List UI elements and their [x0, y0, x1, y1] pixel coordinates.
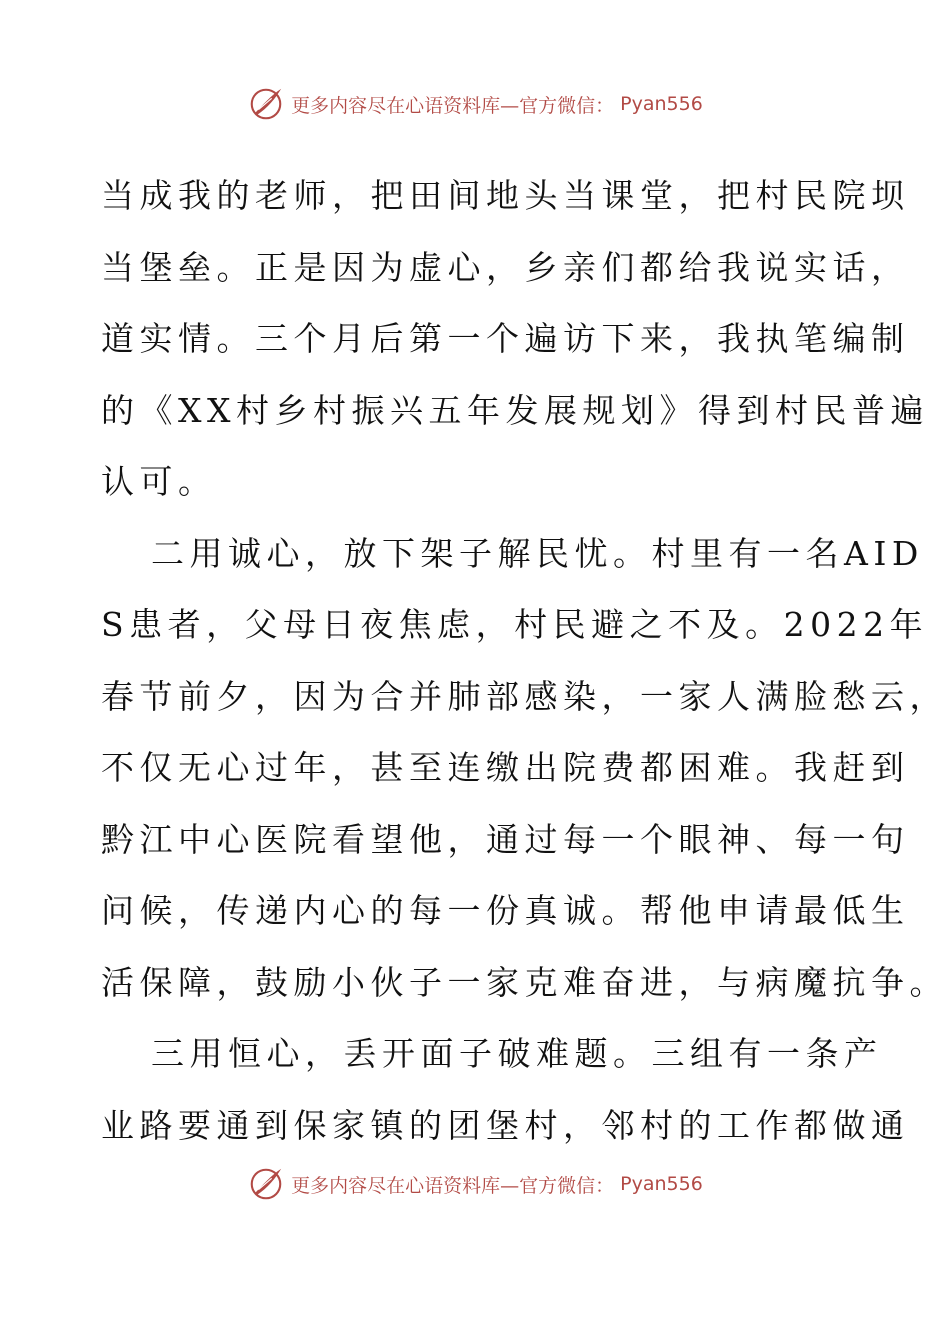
header-banner-wechat: Pyan556 — [620, 93, 703, 115]
body-line: 黔江中心医院看望他，通过每一个眼神、每一句 — [101, 819, 910, 859]
body-line: 春节前夕，因为合并肺部感染，一家人满脸愁云， — [101, 676, 948, 716]
body-line: S患者，父母日夜焦虑，村民避之不及。2022年 — [101, 605, 929, 644]
body-line: 道实情。三个月后第一个遍访下来，我执笔编制 — [101, 319, 910, 358]
footer-banner-text: 更多内容尽在心语资料库—官方微信： — [291, 1174, 615, 1197]
body-line: 当成我的老师，把田间地头当课堂，把村民院坝 — [101, 176, 910, 215]
body-line: 问候，传递内心的每一份真诚。帮他申请最低生 — [101, 891, 910, 930]
body-line: 的《XX村乡村振兴五年发展规划》得到村民普遍 — [101, 390, 929, 430]
body-line: 认可。 — [101, 462, 217, 501]
header-banner-text: 更多内容尽在心语资料库—官方微信： — [291, 94, 615, 117]
body-line: 当堡垒。正是因为虚心，乡亲们都给我说实话， — [101, 247, 910, 287]
body-line: 业路要通到保家镇的团堡村，邻村的工作都做通 — [101, 1105, 910, 1145]
quill-logo-icon — [247, 85, 285, 123]
footer-banner-wechat: Pyan556 — [620, 1173, 703, 1195]
body-line: 不仅无心过年，甚至连缴出院费都困难。我赶到 — [101, 748, 910, 787]
header-watermark-banner — [0, 84, 950, 124]
footer-watermark-banner — [0, 1164, 950, 1204]
paragraph-start-line: 二用诚心，放下架子解民忧。村里有一名AID — [151, 533, 924, 573]
quill-logo-icon — [247, 1165, 285, 1203]
body-line: 活保障，鼓励小伙子一家克难奋进，与病魔抗争。 — [101, 962, 948, 1002]
paragraph-start-line: 三用恒心，丢开面子破难题。三组有一条产 — [151, 1034, 883, 1073]
document-body — [101, 160, 948, 1161]
